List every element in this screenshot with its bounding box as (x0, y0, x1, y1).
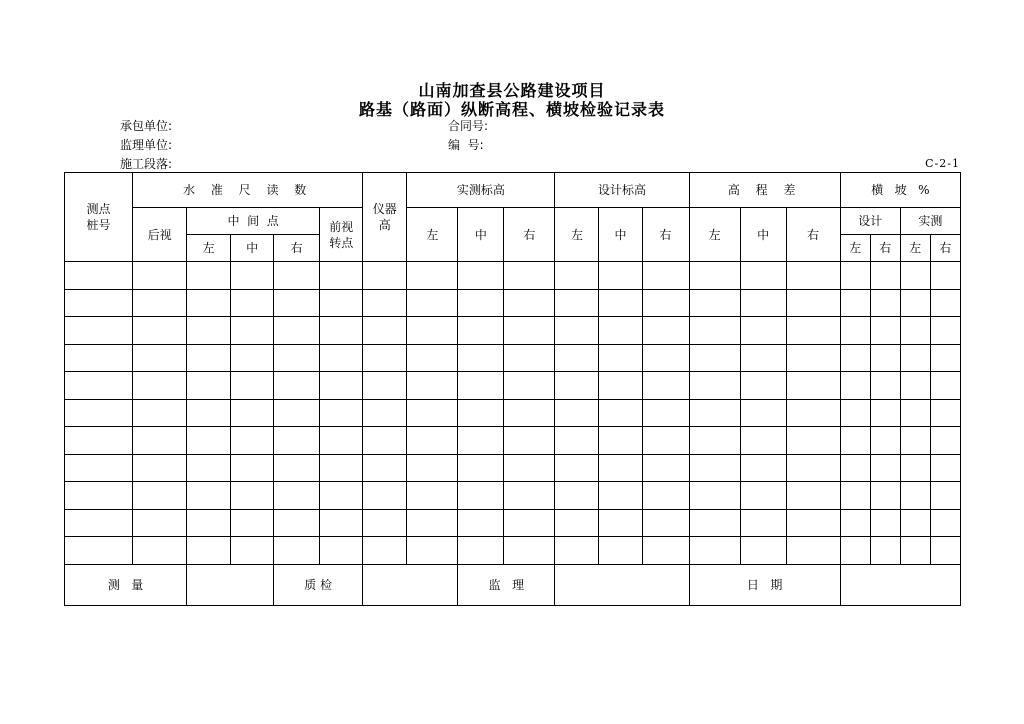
table-cell[interactable] (231, 262, 274, 290)
table-cell[interactable] (458, 317, 504, 345)
table-cell[interactable] (930, 289, 960, 317)
table-row (65, 262, 961, 290)
table-cell[interactable] (231, 482, 274, 510)
table-cell[interactable] (187, 427, 231, 455)
table-cell[interactable] (231, 399, 274, 427)
serial-no-label: 编 号: (448, 138, 484, 152)
table-cell[interactable] (274, 262, 320, 290)
table-cell[interactable] (504, 289, 555, 317)
table-cell[interactable] (740, 454, 786, 482)
slope-measured-right-header: 右 (930, 235, 960, 262)
table-cell[interactable] (407, 372, 458, 400)
table-cell[interactable] (740, 344, 786, 372)
table-cell[interactable] (930, 454, 960, 482)
table-cell[interactable] (320, 454, 363, 482)
table-cell[interactable] (870, 482, 900, 510)
table-cell[interactable] (689, 399, 740, 427)
table-cell[interactable] (231, 454, 274, 482)
table-cell[interactable] (599, 509, 642, 537)
table-cell[interactable] (274, 454, 320, 482)
table-cell[interactable] (900, 427, 930, 455)
table-cell[interactable] (900, 537, 930, 565)
slope-design-header: 设计 (840, 208, 900, 235)
table-cell[interactable] (689, 482, 740, 510)
table-cell[interactable] (504, 427, 555, 455)
table-cell[interactable] (504, 399, 555, 427)
table-cell[interactable] (840, 289, 870, 317)
table-cell[interactable] (930, 399, 960, 427)
slope-measured-left-header: 左 (900, 235, 930, 262)
table-cell[interactable] (407, 344, 458, 372)
table-cell[interactable] (363, 372, 407, 400)
table-cell[interactable] (900, 454, 930, 482)
intermediate-right-header: 右 (274, 235, 320, 262)
table-cell[interactable] (65, 289, 133, 317)
table-cell[interactable] (458, 454, 504, 482)
diff-right-header: 右 (786, 208, 840, 262)
table-cell[interactable] (555, 537, 599, 565)
table-cell[interactable] (555, 509, 599, 537)
table-cell[interactable] (458, 399, 504, 427)
table-cell[interactable] (599, 399, 642, 427)
table-cell[interactable] (786, 537, 840, 565)
table-cell[interactable] (689, 537, 740, 565)
table-cell[interactable] (555, 482, 599, 510)
table-cell[interactable] (689, 344, 740, 372)
project-title: 山南加查县公路建设项目 (418, 81, 606, 100)
station-header: 测点 桩号 (65, 173, 133, 262)
table-cell[interactable] (870, 454, 900, 482)
table-cell[interactable] (65, 399, 133, 427)
table-cell[interactable] (320, 482, 363, 510)
table-cell[interactable] (363, 509, 407, 537)
level-reading-header: 水 准 尺 读 数 (133, 173, 363, 208)
table-cell[interactable] (187, 262, 231, 290)
table-cell[interactable] (274, 372, 320, 400)
table-cell[interactable] (187, 344, 231, 372)
table-cell[interactable] (840, 427, 870, 455)
table-cell[interactable] (900, 482, 930, 510)
table-cell[interactable] (407, 317, 458, 345)
table-cell[interactable] (689, 289, 740, 317)
table-cell[interactable] (740, 427, 786, 455)
table-cell[interactable] (642, 482, 689, 510)
table-cell[interactable] (642, 317, 689, 345)
table-cell[interactable] (870, 537, 900, 565)
table-cell[interactable] (320, 509, 363, 537)
table-cell[interactable] (599, 262, 642, 290)
table-cell[interactable] (900, 317, 930, 345)
backsight-header: 后视 (133, 208, 187, 262)
table-cell[interactable] (930, 317, 960, 345)
table-cell[interactable] (407, 454, 458, 482)
table-cell[interactable] (599, 537, 642, 565)
table-cell[interactable] (187, 317, 231, 345)
table-cell[interactable] (930, 537, 960, 565)
table-cell[interactable] (642, 372, 689, 400)
table-cell[interactable] (555, 289, 599, 317)
table-cell[interactable] (840, 372, 870, 400)
table-cell[interactable] (870, 344, 900, 372)
table-cell[interactable] (740, 399, 786, 427)
table-cell[interactable] (133, 509, 187, 537)
table-cell[interactable] (407, 482, 458, 510)
table-cell[interactable] (689, 427, 740, 455)
table-cell[interactable] (133, 399, 187, 427)
table-cell[interactable] (840, 509, 870, 537)
table-cell[interactable] (274, 427, 320, 455)
table-cell[interactable] (504, 344, 555, 372)
table-cell[interactable] (740, 262, 786, 290)
table-cell[interactable] (870, 427, 900, 455)
slope-measured-header: 实测 (900, 208, 960, 235)
table-cell[interactable] (900, 344, 930, 372)
table-cell[interactable] (900, 262, 930, 290)
table-cell[interactable] (133, 344, 187, 372)
table-cell[interactable] (320, 344, 363, 372)
contractor-label: 承包单位: (120, 119, 173, 133)
table-cell[interactable] (187, 509, 231, 537)
table-cell[interactable] (900, 372, 930, 400)
table-cell[interactable] (642, 427, 689, 455)
table-cell[interactable] (840, 454, 870, 482)
table-cell[interactable] (870, 289, 900, 317)
design-right-header: 右 (642, 208, 689, 262)
table-cell[interactable] (930, 427, 960, 455)
table-cell[interactable] (599, 317, 642, 345)
table-cell[interactable] (642, 537, 689, 565)
table-row (65, 482, 961, 510)
table-cell[interactable] (900, 399, 930, 427)
table-cell[interactable] (555, 454, 599, 482)
table-cell[interactable] (504, 537, 555, 565)
table-cell[interactable] (740, 372, 786, 400)
table-cell[interactable] (870, 509, 900, 537)
table-cell[interactable] (407, 537, 458, 565)
table-cell[interactable] (689, 317, 740, 345)
table-cell[interactable] (689, 262, 740, 290)
table-cell[interactable] (320, 289, 363, 317)
table-cell[interactable] (689, 509, 740, 537)
table-cell[interactable] (363, 454, 407, 482)
table-cell[interactable] (231, 344, 274, 372)
table-cell[interactable] (274, 317, 320, 345)
table-cell[interactable] (274, 344, 320, 372)
table-cell[interactable] (320, 317, 363, 345)
supervision-label: 监 理 (458, 564, 555, 605)
table-cell[interactable] (65, 537, 133, 565)
table-cell[interactable] (555, 262, 599, 290)
table-cell[interactable] (65, 482, 133, 510)
table-cell[interactable] (504, 482, 555, 510)
design-left-header: 左 (555, 208, 599, 262)
table-cell[interactable] (930, 344, 960, 372)
table-cell[interactable] (900, 289, 930, 317)
table-cell[interactable] (407, 289, 458, 317)
diff-left-header: 左 (689, 208, 740, 262)
table-cell[interactable] (555, 317, 599, 345)
table-cell[interactable] (133, 262, 187, 290)
slope-design-left-header: 左 (840, 235, 870, 262)
elevation-difference-header: 高 程 差 (689, 173, 840, 208)
table-cell[interactable] (458, 482, 504, 510)
measured-left-header: 左 (407, 208, 458, 262)
table-cell[interactable] (65, 372, 133, 400)
table-cell[interactable] (231, 509, 274, 537)
form-title: 路基（路面）纵断高程、横坡检验记录表 (358, 100, 665, 119)
table-cell[interactable] (840, 344, 870, 372)
table-cell[interactable] (740, 509, 786, 537)
table-cell[interactable] (458, 262, 504, 290)
table-cell[interactable] (458, 344, 504, 372)
table-cell[interactable] (274, 509, 320, 537)
table-row (65, 317, 961, 345)
table-cell[interactable] (689, 372, 740, 400)
table-cell[interactable] (320, 537, 363, 565)
table-cell[interactable] (320, 372, 363, 400)
table-cell[interactable] (133, 289, 187, 317)
table-cell[interactable] (231, 427, 274, 455)
slope-design-right-header: 右 (870, 235, 900, 262)
table-cell[interactable] (458, 537, 504, 565)
intermediate-middle-header: 中 (231, 235, 274, 262)
table-cell[interactable] (786, 317, 840, 345)
table-cell[interactable] (930, 509, 960, 537)
table-row (65, 454, 961, 482)
table-cell[interactable] (642, 399, 689, 427)
table-cell[interactable] (274, 482, 320, 510)
table-cell[interactable] (642, 344, 689, 372)
table-cell[interactable] (599, 344, 642, 372)
table-cell[interactable] (65, 262, 133, 290)
table-cell[interactable] (458, 509, 504, 537)
table-cell[interactable] (274, 537, 320, 565)
table-cell[interactable] (599, 482, 642, 510)
table-cell[interactable] (870, 372, 900, 400)
table-cell[interactable] (786, 372, 840, 400)
table-cell[interactable] (133, 317, 187, 345)
table-cell[interactable] (407, 427, 458, 455)
table-cell[interactable] (599, 427, 642, 455)
table-cell[interactable] (840, 399, 870, 427)
intermediate-left-header: 左 (187, 235, 231, 262)
quality-label: 质 检 (274, 564, 363, 605)
table-cell[interactable] (133, 427, 187, 455)
table-row (65, 344, 961, 372)
table-cell[interactable] (133, 454, 187, 482)
table-cell[interactable] (786, 482, 840, 510)
table-cell[interactable] (504, 509, 555, 537)
cross-slope-header: 横 坡 % (840, 173, 960, 208)
table-cell[interactable] (133, 537, 187, 565)
table-cell[interactable] (786, 399, 840, 427)
table-cell[interactable] (133, 482, 187, 510)
table-cell[interactable] (689, 454, 740, 482)
table-cell[interactable] (599, 289, 642, 317)
table-cell[interactable] (363, 399, 407, 427)
table-cell[interactable] (900, 509, 930, 537)
table-cell[interactable] (65, 317, 133, 345)
survey-label: 测 量 (65, 564, 187, 605)
table-cell[interactable] (930, 372, 960, 400)
table-cell[interactable] (786, 454, 840, 482)
table-cell[interactable] (363, 289, 407, 317)
table-cell[interactable] (504, 317, 555, 345)
intermediate-header: 中 间 点 (187, 208, 320, 235)
table-cell[interactable] (642, 289, 689, 317)
table-cell[interactable] (133, 372, 187, 400)
table-cell[interactable] (786, 262, 840, 290)
table-row (65, 509, 961, 537)
table-cell[interactable] (187, 372, 231, 400)
table-row (65, 289, 961, 317)
table-cell[interactable] (407, 509, 458, 537)
table-cell[interactable] (870, 399, 900, 427)
design-middle-header: 中 (599, 208, 642, 262)
table-cell[interactable] (320, 399, 363, 427)
table-cell[interactable] (458, 372, 504, 400)
table-cell[interactable] (231, 372, 274, 400)
table-cell[interactable] (555, 399, 599, 427)
table-cell[interactable] (786, 427, 840, 455)
instrument-height-header: 仪器 高 (363, 173, 407, 262)
measured-right-header: 右 (504, 208, 555, 262)
survey-signature-cell[interactable] (187, 564, 274, 605)
table-cell[interactable] (740, 537, 786, 565)
table-cell[interactable] (642, 454, 689, 482)
table-cell[interactable] (642, 509, 689, 537)
table-cell[interactable] (458, 427, 504, 455)
table-cell[interactable] (555, 344, 599, 372)
table-cell[interactable] (642, 262, 689, 290)
table-row (65, 399, 961, 427)
table-cell[interactable] (320, 427, 363, 455)
table-cell[interactable] (274, 399, 320, 427)
table-cell[interactable] (274, 289, 320, 317)
table-cell[interactable] (504, 454, 555, 482)
table-cell[interactable] (870, 317, 900, 345)
table-row (65, 372, 961, 400)
table-cell[interactable] (740, 482, 786, 510)
table-cell[interactable] (840, 262, 870, 290)
measured-elevation-header: 实测标高 (407, 173, 555, 208)
measured-middle-header: 中 (458, 208, 504, 262)
section-label: 施工段落: (120, 157, 173, 171)
table-cell[interactable] (187, 289, 231, 317)
table-cell[interactable] (555, 372, 599, 400)
table-cell[interactable] (740, 289, 786, 317)
table-cell[interactable] (840, 482, 870, 510)
table-cell[interactable] (786, 344, 840, 372)
table-cell[interactable] (555, 427, 599, 455)
table-cell[interactable] (65, 454, 133, 482)
table-cell[interactable] (187, 482, 231, 510)
table-cell[interactable] (363, 262, 407, 290)
table-cell[interactable] (363, 537, 407, 565)
table-cell[interactable] (840, 537, 870, 565)
table-cell[interactable] (187, 399, 231, 427)
supervision-signature-cell[interactable] (555, 564, 689, 605)
design-elevation-header: 设计标高 (555, 173, 689, 208)
table-cell[interactable] (870, 262, 900, 290)
table-cell[interactable] (407, 262, 458, 290)
record-table (64, 172, 961, 606)
diff-middle-header: 中 (740, 208, 786, 262)
table-cell[interactable] (786, 509, 840, 537)
supervisor-label: 监理单位: (120, 138, 173, 152)
table-cell[interactable] (231, 537, 274, 565)
foresight-header: 前视 转点 (320, 208, 363, 262)
table-cell[interactable] (363, 344, 407, 372)
table-cell[interactable] (363, 317, 407, 345)
table-cell[interactable] (740, 317, 786, 345)
contract-no-label: 合同号: (448, 119, 489, 133)
date-label: 日 期 (689, 564, 840, 605)
table-cell[interactable] (187, 454, 231, 482)
table-cell[interactable] (187, 537, 231, 565)
table-cell[interactable] (363, 427, 407, 455)
table-cell[interactable] (786, 289, 840, 317)
table-cell[interactable] (504, 372, 555, 400)
quality-signature-cell[interactable] (363, 564, 458, 605)
table-cell[interactable] (320, 262, 363, 290)
table-row (65, 427, 961, 455)
table-cell[interactable] (458, 289, 504, 317)
table-cell[interactable] (231, 289, 274, 317)
table-row (65, 537, 961, 565)
table-cell[interactable] (65, 344, 133, 372)
table-cell[interactable] (930, 482, 960, 510)
table-cell[interactable] (407, 399, 458, 427)
table-cell[interactable] (65, 427, 133, 455)
table-cell[interactable] (840, 317, 870, 345)
table-cell[interactable] (599, 372, 642, 400)
table-cell[interactable] (65, 509, 133, 537)
table-cell[interactable] (930, 262, 960, 290)
table-cell[interactable] (231, 317, 274, 345)
table-cell[interactable] (599, 454, 642, 482)
table-cell[interactable] (504, 262, 555, 290)
date-value-cell[interactable] (840, 564, 960, 605)
table-cell[interactable] (363, 482, 407, 510)
form-code: C-2-1 (925, 157, 960, 170)
